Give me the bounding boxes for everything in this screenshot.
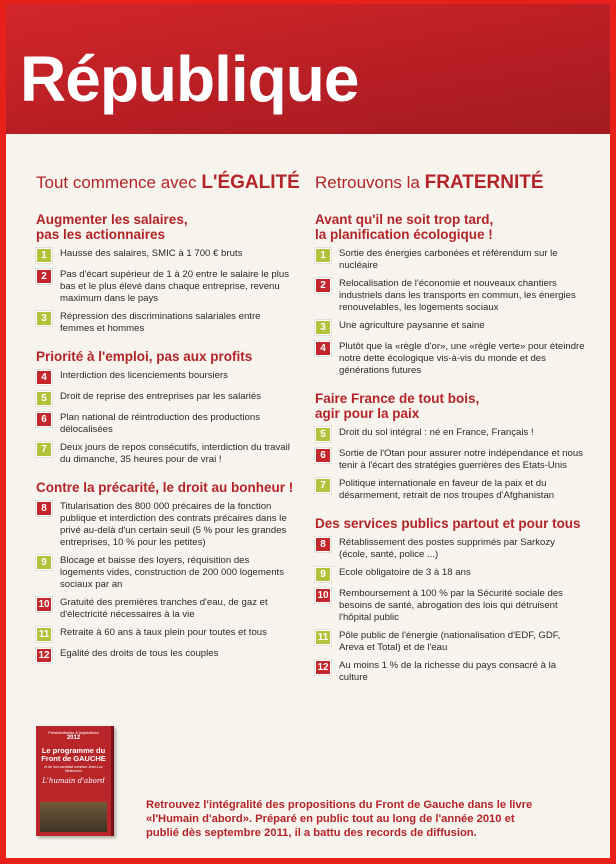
- item-number-badge: 3: [36, 311, 52, 326]
- book-photo: [40, 802, 107, 832]
- left-heading-prefix: Tout commence avec: [36, 173, 202, 192]
- book-cover-image: [36, 726, 114, 836]
- item-text: Plan national de réintroduction des productions délocalisées: [60, 412, 261, 435]
- item-number-badge: 4: [36, 370, 52, 385]
- list-item: [36, 501, 296, 549]
- footer-text: Retrouvez l'intégralité des propositions du Front de Gauche dans le livre «l'Humain d'abord». Préparé en public tout au long de l'année 2010 et publié dès septembre 2011, il a battu des records de diffusion.: [146, 799, 533, 839]
- left-sections: [32, 212, 296, 663]
- list-item: [315, 341, 586, 377]
- list-item: [36, 412, 296, 436]
- item-number-badge: 10: [315, 588, 331, 603]
- item-number-badge: 1: [36, 248, 52, 263]
- list-item: [36, 311, 296, 335]
- left-column-heading: [36, 172, 300, 194]
- item-number-badge: 8: [36, 501, 52, 516]
- list-item: [36, 391, 296, 406]
- section-title: Des services publics partout et pour tous: [315, 516, 581, 531]
- list-item: [315, 660, 586, 684]
- item-number-badge: 11: [315, 630, 331, 645]
- item-text: Hausse des salaires, SMIC à 1 700 € bruts: [60, 248, 243, 259]
- section-title: Faire France de tout bois, agir pour la paix: [315, 391, 480, 421]
- item-text: Retraite à 60 ans à taux plein pour toutes et tous: [60, 627, 267, 638]
- list-item: [315, 278, 586, 314]
- item-number-badge: 2: [36, 269, 52, 284]
- item-text: Remboursement à 100 % par la Sécurité sociale des besoins de santé, abrogation des lois qui détruisent l'hôpital public: [339, 588, 563, 623]
- book-subtitle: et de son candidat commun Jean-Luc Mélenchon: [44, 765, 103, 773]
- item-number-badge: 12: [36, 648, 52, 663]
- right-column-heading: [315, 172, 586, 194]
- item-text: Blocage et baisse des loyers, réquisition des logements vides, construction de 200 000 logements sociaux par an: [60, 555, 284, 590]
- item-text: Pôle public de l'énergie (nationalisation d'EDF, GDF, Areva et Total) et de l'eau: [339, 630, 561, 653]
- book-year: 2012: [66, 735, 81, 741]
- book-cursive-title: L'humain d'abord: [42, 777, 105, 785]
- item-number-badge: 3: [315, 320, 331, 335]
- item-text: Egalité des droits de tous les couples: [60, 648, 219, 659]
- item-number-badge: 2: [315, 278, 331, 293]
- item-text: Titularisation des 800 000 précaires de la fonction publique et interdiction des contrats précaires dans le privé au-delà d'un certain seuil (5 % pour les grandes entreprises, 10 % pour les petites): [60, 501, 287, 548]
- book-top-line: Présidentielles & législatives: [48, 730, 99, 735]
- item-text: Au moins 1 % de la richesse du pays consacré à la culture: [339, 660, 557, 683]
- section-title: Priorité à l'emploi, pas aux profits: [36, 349, 253, 364]
- item-number-badge: 9: [36, 555, 52, 570]
- item-number-badge: 11: [36, 627, 52, 642]
- page-title: République: [20, 43, 359, 115]
- item-text: Droit du sol intégral : né en France, Français !: [339, 427, 534, 438]
- item-text: Politique internationale en faveur de la paix et du désarmement, retrait de nos troupes d'Afghanistan: [339, 478, 555, 501]
- list-item: [315, 427, 586, 442]
- section-title: Augmenter les salaires, pas les actionnaires: [36, 212, 188, 242]
- item-text: Plutôt que la «règle d'or», une «règle verte» pour éteindre notre dette écologique vis-à-vis du monde et des générations futures: [339, 341, 585, 376]
- item-number-badge: 12: [315, 660, 331, 675]
- leaflet-page: [6, 4, 610, 858]
- item-number-badge: 7: [36, 442, 52, 457]
- item-text: Droit de reprise des entreprises par les salariés: [60, 391, 262, 402]
- list-item: [36, 597, 296, 621]
- item-number-badge: 6: [36, 412, 52, 427]
- list-item: [315, 320, 586, 335]
- item-number-badge: 7: [315, 478, 331, 493]
- item-text: Pas d'écart supérieur de 1 à 20 entre le salaire le plus bas et le plus élevé dans chaque entreprise, revenu maximum dans le pays: [60, 269, 290, 304]
- left-column: [32, 172, 300, 669]
- list-item: [315, 248, 586, 272]
- item-text: Une agriculture paysanne et saine: [339, 320, 485, 331]
- item-text: Répression des discriminations salariales entre femmes et hommes: [60, 311, 261, 334]
- list-item: [36, 248, 296, 263]
- item-text: Deux jours de repos consécutifs, interdiction du travail du dimanche, 35 heures pour de vrai !: [60, 442, 290, 465]
- right-heading-strong: FRATERNITÉ: [424, 172, 544, 193]
- item-number-badge: 5: [315, 427, 331, 442]
- list-item: [315, 448, 586, 472]
- list-item: [36, 442, 296, 466]
- list-item: [36, 269, 296, 305]
- item-text: Ecole obligatoire de 3 à 18 ans: [339, 567, 471, 578]
- list-item: [36, 370, 296, 385]
- right-heading-prefix: Retrouvons la: [315, 173, 425, 192]
- item-text: Gratuité des premières tranches d'eau, de gaz et d'électricité nécessaires à la vie: [60, 597, 268, 620]
- item-text: Sortie des énergies carbonées et référendum sur le nucléaire: [339, 248, 558, 271]
- item-text: Interdiction des licenciements boursiers: [60, 370, 228, 381]
- item-number-badge: 6: [315, 448, 331, 463]
- item-text: Sortie de l'Otan pour assurer notre indépendance et nous tenir à l'écart des stratégies guerrières des Etats-Unis: [339, 448, 583, 471]
- list-item: [36, 555, 296, 591]
- item-number-badge: 8: [315, 537, 331, 552]
- list-item: [36, 627, 296, 642]
- right-column: [311, 172, 586, 690]
- right-sections: [311, 212, 586, 684]
- section-title: Contre la précarité, le droit au bonheur !: [36, 480, 294, 495]
- item-number-badge: 9: [315, 567, 331, 582]
- list-item: [315, 537, 586, 561]
- list-item: [315, 630, 586, 654]
- item-number-badge: 5: [36, 391, 52, 406]
- book-title: Le programme du Front de GAUCHE: [41, 746, 106, 763]
- list-item: [36, 648, 296, 663]
- left-heading-strong: L'ÉGALITÉ: [201, 172, 300, 193]
- title-banner: [6, 4, 610, 134]
- list-item: [315, 588, 586, 624]
- item-text: Relocalisation de l'économie et nouveaux chantiers industriels dans les transports en commun, les énergies renouvelables, les logements sociaux: [339, 278, 576, 313]
- list-item: [315, 567, 586, 582]
- item-number-badge: 4: [315, 341, 331, 356]
- item-number-badge: 10: [36, 597, 52, 612]
- item-number-badge: 1: [315, 248, 331, 263]
- section-title: Avant qu'il ne soit trop tard, la planification écologique !: [315, 212, 494, 242]
- list-item: [315, 478, 586, 502]
- item-text: Rétablissement des postes supprimés par Sarkozy (école, santé, police ...): [339, 537, 555, 560]
